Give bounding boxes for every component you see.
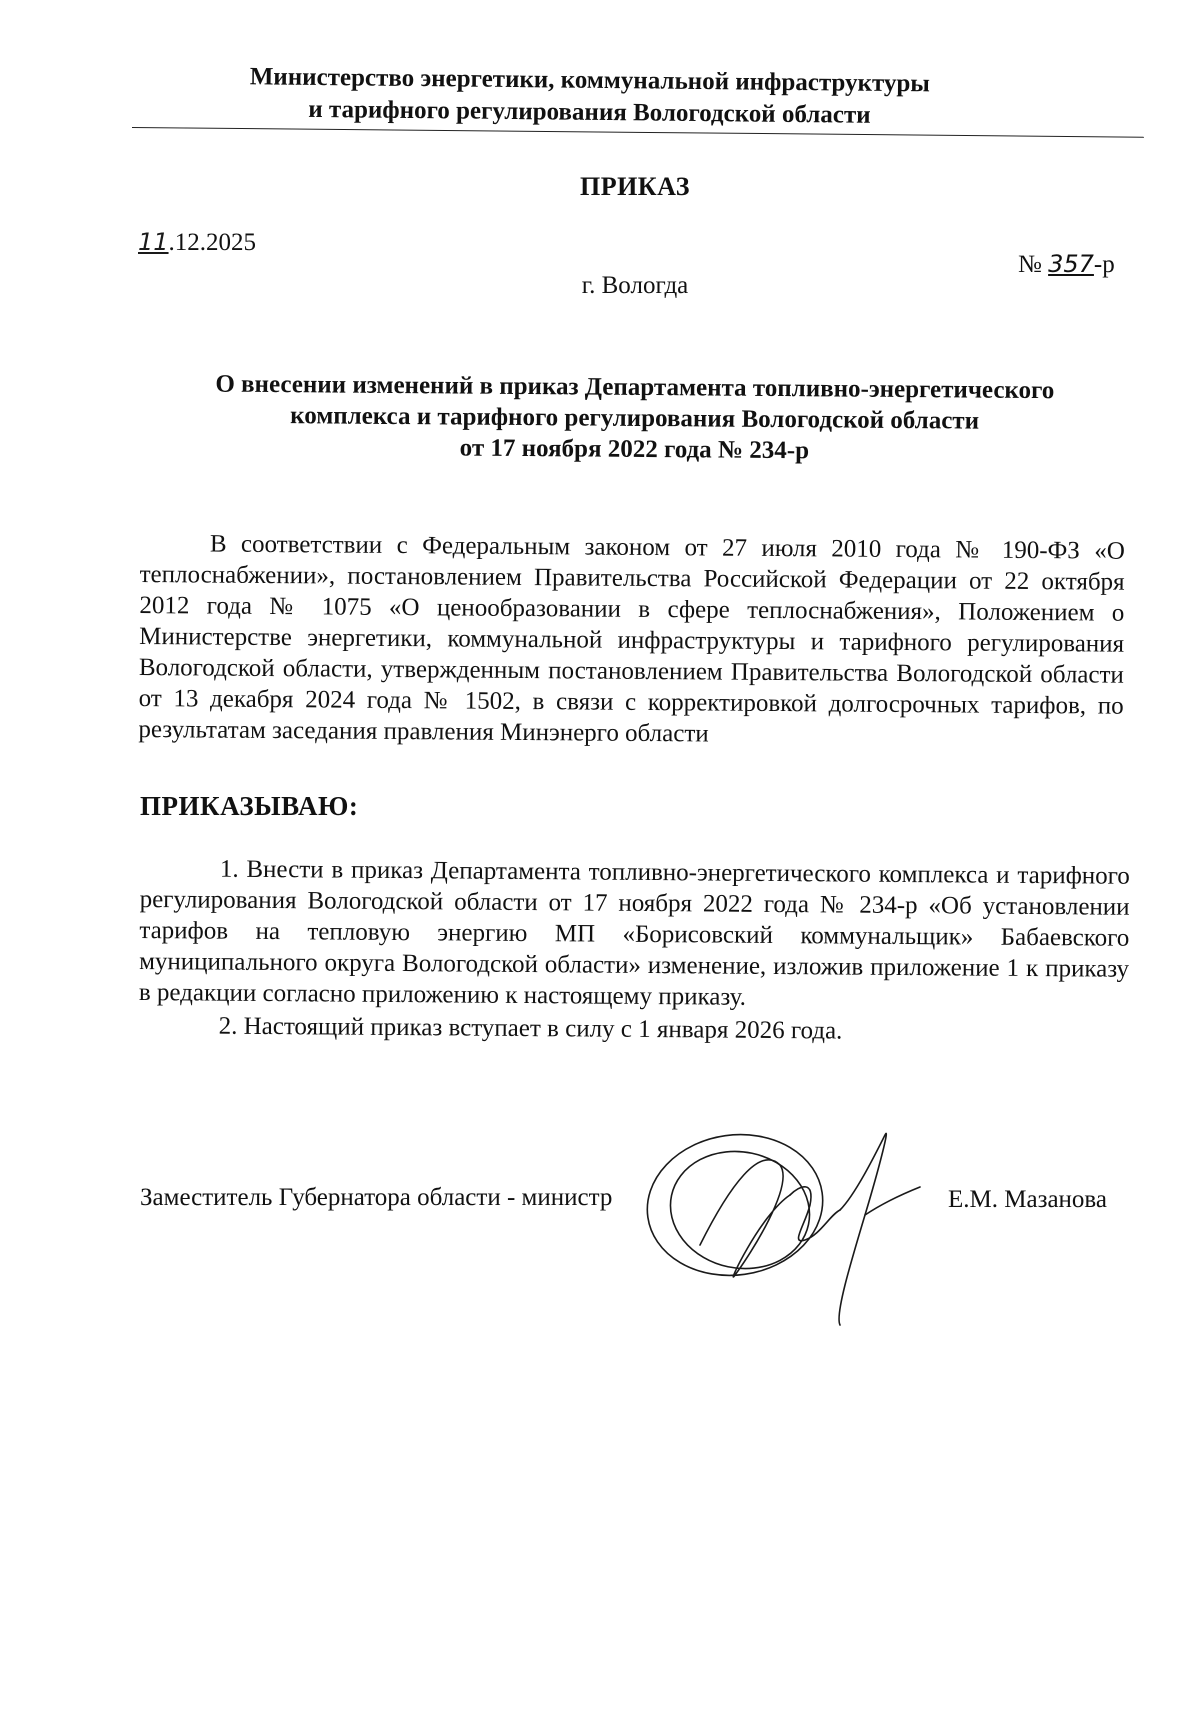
- order-number-prefix: №: [1018, 251, 1049, 278]
- order-date-day: 11: [138, 228, 169, 256]
- subject-line-1: О внесении изменений в приказ Департамента топливно-энергетического: [215, 370, 1055, 405]
- ministry-line-1: Министерство энергетики, коммунальной инфраструктуры: [249, 63, 930, 98]
- order-title: ПРИКАЗ: [579, 172, 691, 201]
- order-number-suffix: -р: [1093, 251, 1115, 278]
- order-word: ПРИКАЗЫВАЮ:: [140, 791, 359, 821]
- signer-position: Заместитель Губернатора области - министр: [140, 1184, 613, 1211]
- signer-name: Е.М. Мазанова: [948, 1186, 1107, 1213]
- order-number-value: 357: [1048, 250, 1094, 278]
- preamble-text: В соответствии с Федеральным законом от 27 июля 2010 года № 190-ФЗ «О теплоснабжении», постановлением Правительства Российской Федерации от 22 октября 2012 года № 1075 «О ценообразовании в сфере теплоснабжения», Положением о Министерстве энергетики, коммунальной инфраструктуры и тарифного регулирования Вологодской области, утвержденным постановлением Правительства Вологодской области от 13 декабря 2024 года № 1502, в связи с корректировкой долгосрочных тарифов, по результатам заседания правления Минэнерго области: [138, 530, 1125, 748]
- subject-line-3: от 17 ноября 2022 года № 234-р: [459, 434, 810, 465]
- ministry-line-2: и тарифного регулирования Вологодской области: [308, 95, 871, 129]
- order-item-1: 1. Внести в приказ Департамента топливно-энергетического комплекса и тарифного регулирования Вологодской области от 17 ноября 2022 года № 234-р «Об установлении тарифов на тепловую энергию МП «Борисовский коммунальщик» Бабаевского муниципального округа Вологодской области» изменение, изложив приложение 1 к приказу в редакции согласно приложению к настоящему приказу.: [138, 855, 1130, 1011]
- preamble: [138, 528, 1125, 753]
- order-item-2: 2. Настоящий приказ вступает в силу с 1 января 2026 года.: [218, 1012, 843, 1045]
- order-subject: [139, 368, 1130, 469]
- order-date: [138, 228, 256, 257]
- handwritten-signature: [640, 1125, 970, 1335]
- subject-line-2: комплекса и тарифного регулирования Вологодской области: [290, 402, 980, 435]
- order-date-rest: .12.2025: [168, 229, 257, 256]
- order-city: г. Вологда: [581, 272, 689, 299]
- ministry-header: [129, 60, 1050, 134]
- order-items: [139, 853, 1130, 1049]
